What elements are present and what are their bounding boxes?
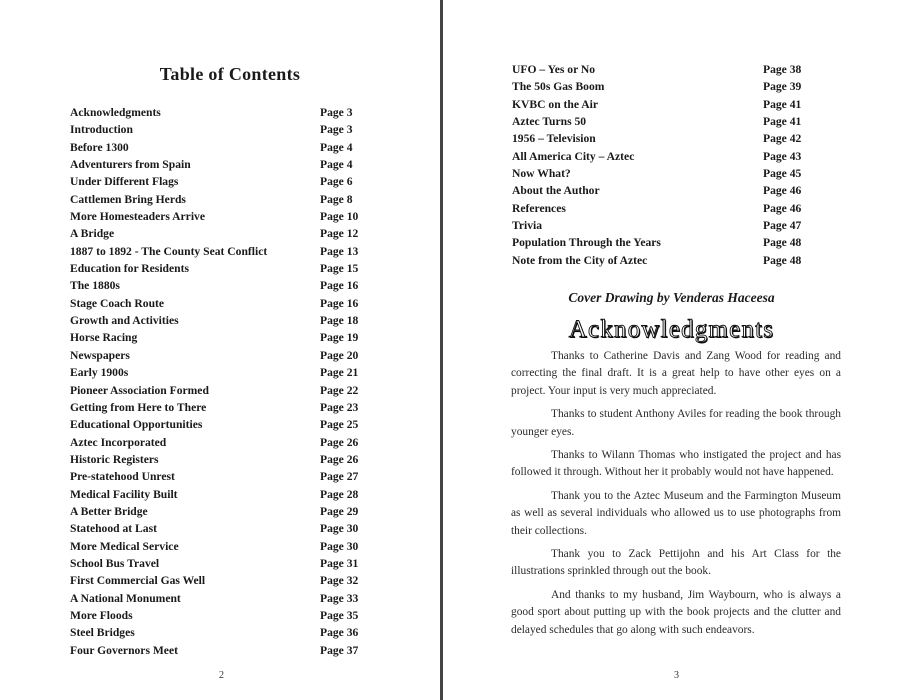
toc-entry-page: Page 16: [320, 279, 359, 293]
toc-entry: [512, 165, 812, 182]
toc-entry-title: Aztec Incorporated: [70, 435, 167, 449]
toc-entry-title: Stage Coach Route: [70, 296, 165, 310]
toc-entry-page: Page 33: [320, 591, 359, 605]
toc-entry-title: A National Monument: [70, 591, 181, 605]
toc-entry-page: Page 25: [320, 418, 359, 432]
toc-list-right: [512, 61, 812, 269]
toc-entry-page: Page 22: [320, 383, 359, 397]
toc-entry: [512, 148, 812, 165]
toc-entry: [70, 156, 370, 173]
toc-entry-page: Page 29: [320, 504, 359, 518]
toc-entry-title: Before 1300: [70, 140, 129, 154]
toc-entry-page: Page 28: [320, 487, 359, 501]
toc-entry: [70, 624, 370, 641]
toc-entry-page: Page 43: [763, 149, 802, 163]
toc-entry: [512, 252, 812, 269]
toc-entry: [512, 61, 812, 78]
toc-entry: [70, 173, 370, 190]
toc-entry-title: Trivia: [512, 219, 543, 233]
toc-entry-page: Page 26: [320, 452, 359, 466]
toc-entry-title: More Homesteaders Arrive: [70, 210, 205, 224]
page-number-right: 3: [674, 670, 679, 681]
toc-entry-title: Steel Bridges: [70, 626, 135, 640]
toc-entry-title: Historic Registers: [70, 452, 159, 466]
toc-entry-title: Statehood at Last: [70, 522, 157, 536]
toc-entry: [70, 572, 370, 589]
toc-entry-page: Page 19: [320, 331, 359, 345]
toc-entry-page: Page 27: [320, 470, 359, 484]
toc-entry: [512, 113, 812, 130]
toc-entry-page: Page 47: [763, 219, 802, 233]
toc-entry-page: Page 46: [763, 184, 802, 198]
toc-entry-page: Page 23: [320, 400, 359, 414]
toc-entry: [70, 399, 370, 416]
toc-entry-title: The 1880s: [70, 279, 120, 293]
toc-entry-title: Aztec Turns 50: [512, 115, 587, 129]
toc-entry-page: Page 21: [320, 366, 359, 380]
toc-entry-title: More Medical Service: [70, 539, 179, 553]
toc-entry: [70, 607, 370, 624]
toc-entry: [70, 642, 370, 659]
toc-entry-title: More Floods: [70, 608, 133, 622]
acknowledgment-paragraph: And thanks to my husband, Jim Waybourn, who is always a good sport about putting up with the book projects and the clutter and delayed schedules that go along with such endeavors.: [511, 588, 841, 636]
toc-entry-page: Page 48: [763, 236, 802, 250]
toc-entry-title: Four Governors Meet: [70, 643, 178, 657]
toc-entry-page: Page 15: [320, 262, 359, 276]
toc-entry-title: School Bus Travel: [70, 556, 160, 570]
cover-credit: Cover Drawing by Venderas Haceesa: [568, 290, 775, 305]
toc-entry: [70, 538, 370, 555]
toc-entry: [512, 217, 812, 234]
toc-entry: [70, 277, 370, 294]
toc-entry: [70, 555, 370, 572]
toc-entry-title: About the Author: [512, 184, 600, 198]
toc-entry-page: Page 4: [320, 140, 353, 154]
toc-entry: [70, 382, 370, 399]
toc-entry-page: Page 3: [320, 123, 353, 137]
toc-entry-title: Newspapers: [70, 348, 130, 362]
toc-entry-page: Page 8: [320, 192, 353, 206]
toc-entry-page: Page 42: [763, 132, 802, 146]
left-page: [0, 0, 440, 700]
toc-entry-page: Page 18: [320, 314, 359, 328]
toc-entry: [70, 191, 370, 208]
toc-entry: [512, 96, 812, 113]
toc-entry-title: Under Different Flags: [70, 175, 179, 189]
acknowledgments-heading: Acknowledgments: [568, 316, 775, 343]
toc-entry-title: Medical Facility Built: [70, 487, 178, 501]
toc-entry: [70, 347, 370, 364]
toc-title: Table of Contents: [159, 64, 301, 84]
acknowledgment-paragraph: Thank you to Zack Pettijohn and his Art Class for the illustrations sprinkled through out the book.: [511, 548, 841, 578]
toc-entry-page: Page 46: [763, 201, 802, 215]
toc-entry-title: Education for Residents: [70, 262, 189, 276]
toc-entry-page: Page 6: [320, 175, 353, 189]
toc-entry: [70, 364, 370, 381]
toc-entry: [70, 295, 370, 312]
toc-entry: [70, 208, 370, 225]
toc-entry-page: Page 39: [763, 80, 802, 94]
toc-entry-page: Page 3: [320, 106, 353, 119]
toc-entry-title: References: [512, 201, 566, 215]
toc-entry: [70, 434, 370, 451]
toc-entry-title: A Bridge: [70, 227, 115, 241]
acknowledgment-paragraph: Thanks to Catherine Davis and Zang Wood for reading and correcting the final draft. It is a great help to have other eyes on a project. Your input is very much appreciated.: [511, 350, 841, 397]
toc-entry-page: Page 41: [763, 115, 802, 129]
toc-entry-page: Page 48: [763, 253, 802, 267]
toc-entry: [512, 200, 812, 217]
toc-entry: [70, 260, 370, 277]
toc-entry-title: Adventurers from Spain: [70, 158, 191, 172]
toc-entry-title: A Better Bridge: [70, 504, 148, 518]
toc-entry-page: Page 31: [320, 556, 359, 570]
toc-entry-page: Page 20: [320, 348, 359, 362]
toc-entry: [512, 182, 812, 199]
toc-entry-title: Now What?: [512, 167, 571, 181]
toc-list-left: [70, 104, 370, 659]
toc-entry-page: Page 10: [320, 210, 359, 224]
toc-entry-page: Page 26: [320, 435, 359, 449]
toc-entry-page: Page 38: [763, 63, 802, 76]
acknowledgment-paragraph: Thanks to Wilann Thomas who instigated the project and has followed it through. Without her it probably would not have happened.: [511, 449, 841, 479]
acknowledgments-body: [511, 348, 841, 645]
toc-entry-page: Page 4: [320, 158, 353, 172]
toc-entry: [70, 416, 370, 433]
toc-entry: [70, 590, 370, 607]
toc-entry: [70, 225, 370, 242]
toc-entry-page: Page 35: [320, 608, 359, 622]
toc-entry: [70, 451, 370, 468]
toc-entry-page: Page 30: [320, 539, 359, 553]
toc-entry-title: Acknowledgments: [70, 106, 161, 119]
toc-entry: [70, 312, 370, 329]
toc-entry-title: Note from the City of Aztec: [512, 253, 648, 267]
toc-entry-title: UFO – Yes or No: [512, 63, 596, 76]
toc-entry-title: Getting from Here to There: [70, 400, 207, 414]
toc-entry-title: First Commercial Gas Well: [70, 574, 206, 588]
page-number-left: 2: [219, 670, 224, 681]
toc-entry-page: Page 12: [320, 227, 359, 241]
toc-entry-page: Page 30: [320, 522, 359, 536]
toc-entry-page: Page 13: [320, 244, 359, 258]
toc-entry: [70, 486, 370, 503]
toc-entry-title: Growth and Activities: [70, 314, 179, 328]
toc-entry-title: KVBC on the Air: [512, 97, 598, 111]
toc-entry: [70, 503, 370, 520]
toc-entry: [70, 243, 370, 260]
toc-entry: [70, 139, 370, 156]
toc-entry-title: The 50s Gas Boom: [512, 80, 605, 94]
right-page: [443, 0, 900, 700]
toc-entry-title: Horse Racing: [70, 331, 138, 345]
toc-entry: [70, 329, 370, 346]
toc-entry-page: Page 16: [320, 296, 359, 310]
toc-entry: [70, 468, 370, 485]
acknowledgment-paragraph: Thanks to student Anthony Aviles for reading the book through younger eyes.: [511, 408, 841, 438]
toc-entry-page: Page 37: [320, 643, 359, 657]
toc-entry-title: Introduction: [70, 123, 133, 137]
toc-entry-title: All America City – Aztec: [512, 149, 635, 163]
toc-entry-page: Page 36: [320, 626, 359, 640]
toc-entry-title: Cattlemen Bring Herds: [70, 192, 186, 206]
toc-entry: [512, 78, 812, 95]
acknowledgment-paragraph: Thank you to the Aztec Museum and the Farmington Museum as well as several individuals who allowed us to use photographs from their collections.: [511, 489, 841, 537]
toc-entry-title: Early 1900s: [70, 366, 129, 380]
toc-entry-title: 1956 – Television: [512, 132, 596, 146]
toc-entry: [70, 121, 370, 138]
toc-entry-page: Page 41: [763, 97, 802, 111]
toc-entry: [70, 520, 370, 537]
toc-entry-page: Page 32: [320, 574, 359, 588]
toc-entry-page: Page 45: [763, 167, 802, 181]
toc-entry: [70, 104, 370, 121]
toc-entry: [512, 130, 812, 147]
toc-entry-title: Pre-statehood Unrest: [70, 470, 175, 484]
toc-entry-title: 1887 to 1892 - The County Seat Conflict: [70, 244, 268, 258]
toc-entry: [512, 234, 812, 251]
toc-entry-title: Population Through the Years: [512, 236, 661, 250]
toc-entry-title: Educational Opportunities: [70, 418, 203, 432]
toc-entry-title: Pioneer Association Formed: [70, 383, 209, 397]
